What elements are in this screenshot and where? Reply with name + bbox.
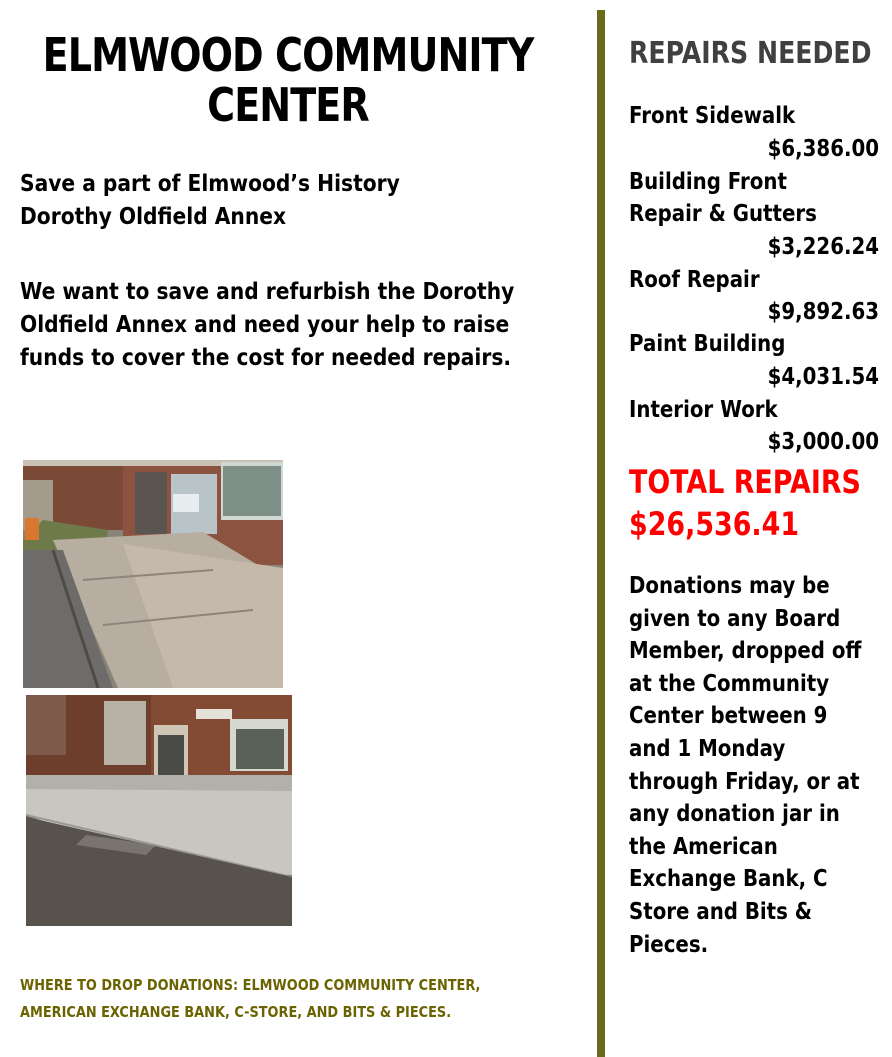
repairs-heading: REPAIRS NEEDED <box>629 36 872 71</box>
repair-amount-paint: $4,031.54 <box>767 364 879 390</box>
page-title: ELMWOOD COMMUNITY CENTER <box>42 28 534 132</box>
total-repairs-amount: $26,536.41 <box>629 505 800 543</box>
repair-label-paint: Paint Building <box>629 331 786 357</box>
repair-label-building-front: Building Front <box>629 169 787 195</box>
repair-label-sidewalk: Front Sidewalk <box>629 103 796 129</box>
repair-label-gutters: Repair & Gutters <box>629 201 817 227</box>
column-divider <box>597 10 605 1057</box>
intro-line-annex: Dorothy Oldfield Annex <box>20 204 287 230</box>
repair-label-roof: Roof Repair <box>629 267 760 293</box>
drop-off-locations <box>20 972 536 1026</box>
photo-sidewalk-after <box>26 695 292 926</box>
donation-instructions: Donations may be given to any Board Member, dropped off at the Community Center between 9 and 1 Monday through Friday, or at any donation jar in the American Exchange Bank, C Store and Bits & Pieces. <box>629 573 862 958</box>
repair-amount-sidewalk: $6,386.00 <box>767 136 879 162</box>
repair-amount-interior: $3,000.00 <box>767 429 879 455</box>
photo-sidewalk-before <box>23 460 283 688</box>
intro-line-history: Save a part of Elmwood’s History <box>20 171 400 197</box>
repair-amount-roof: $9,892.63 <box>767 299 879 325</box>
repair-label-interior: Interior Work <box>629 397 778 423</box>
footer-line-2: AMERICAN EXCHANGE BANK, C-STORE, AND BITS & PIECES. <box>20 1003 452 1021</box>
repair-amount-building-front: $3,226.24 <box>767 234 879 260</box>
intro-paragraph: We want to save and refurbish the Dorothy Oldfield Annex and need your help to raise funds to cover the cost for needed repairs. <box>20 279 515 371</box>
footer-line-1: WHERE TO DROP DONATIONS: ELMWOOD COMMUNITY CENTER, <box>20 976 481 994</box>
intro-text <box>20 168 580 375</box>
total-repairs-label: TOTAL REPAIRS <box>629 463 861 501</box>
